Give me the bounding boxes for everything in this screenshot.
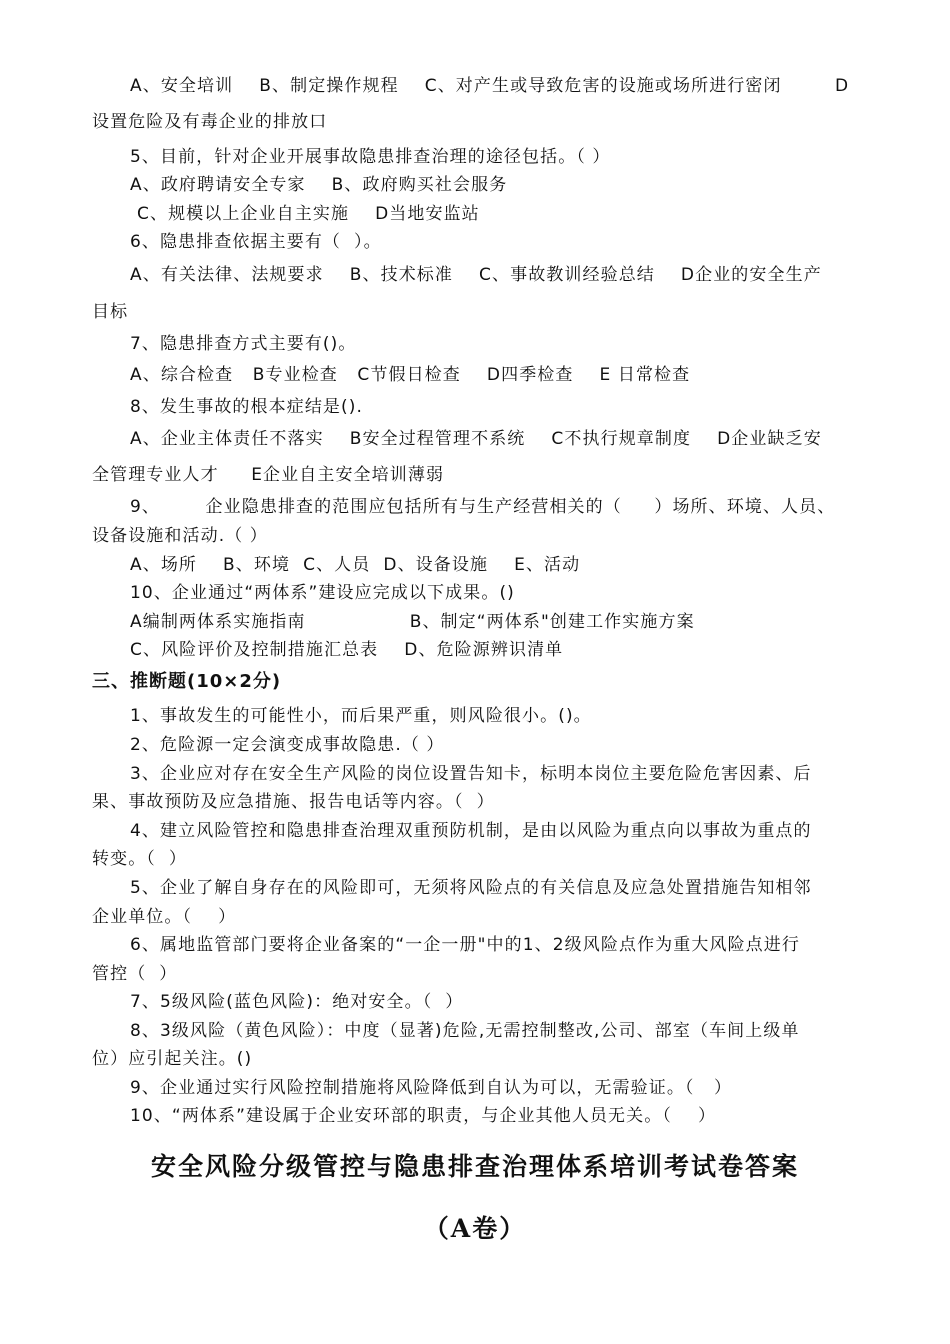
tf-item: 4、建立风险管控和隐患排查治理双重预防机制，是由以风险为重点向以事故为重点的: [130, 821, 812, 841]
question-8: 8、发生事故的根本症结是().: [130, 397, 363, 417]
tf-item: 1、事故发生的可能性小，而后果严重，则风险很小。()。: [130, 706, 592, 726]
q4-option-d-label: D: [835, 76, 850, 96]
tf-item: 8、3级风险（黄色风险）：中度（显著)危险,无需控制整改,公司、部室（车间上级单: [130, 1021, 800, 1041]
question-10: 10、企业通过“两体系”建设应完成以下成果。(): [130, 583, 515, 603]
tf-item: 2、危险源一定会演变成事故隐患.（ ）: [130, 735, 445, 755]
tf-item: 企业单位。（ ）: [92, 907, 237, 927]
q8-options-line2: 全管理专业人才 E企业自主安全培训薄弱: [92, 465, 445, 485]
question-9-line1: 9、 企业隐患排查的范围应包括所有与生产经营相关的（ ）场所、环境、人员、: [130, 497, 836, 517]
tf-item: 3、企业应对存在安全生产风险的岗位设置告知卡，标明本岗位主要危险危害因素、后: [130, 764, 812, 784]
question-6: 6、隐患排查依据主要有（ ）。: [130, 232, 382, 252]
q6-options-line1: A、有关法律、法规要求 B、技术标准 C、事故教训经验总结 D企业的安全生产: [130, 265, 822, 285]
tf-item: 位）应引起关注。(): [92, 1049, 253, 1069]
q5-options-line1: A、政府聘请安全专家 B、政府购买社会服务: [130, 175, 508, 195]
tf-item: 6、属地监管部门要将企业备案的“一企一册"中的1、2级风险点作为重大风险点进行: [130, 935, 800, 955]
tf-item: 10、“两体系”建设属于企业安环部的职责，与企业其他人员无关。（ ）: [130, 1106, 717, 1126]
tf-item: 转变。（ ）: [92, 849, 188, 869]
answer-title: 安全风险分级管控与隐患排查治理体系培训考试卷答案: [150, 1152, 799, 1181]
q6-options-line2: 目标: [92, 302, 129, 322]
question-7: 7、隐患排查方式主要有()。: [130, 334, 357, 354]
q10-options-line2: C、风险评价及控制措施汇总表 D、危险源辨识清单: [130, 640, 564, 660]
q7-options: A、综合检查 B专业检查 C节假日检查 D四季检查 E 日常检查: [130, 365, 691, 385]
tf-item: 果、事故预防及应急措施、报告电话等内容。（ ）: [92, 792, 495, 812]
tf-item: 管控（ ）: [92, 964, 178, 984]
question-9-line2: 设备设施和活动.（ ）: [92, 526, 268, 546]
section-3-heading: 三、推断题(10×2分): [92, 671, 282, 692]
answer-volume: （A卷）: [423, 1214, 527, 1243]
q5-options-line2: C、规模以上企业自主实施 D当地安监站: [137, 204, 480, 224]
q4-options-line1: A、安全培训 B、制定操作规程 C、对产生或导致危害的设施或场所进行密闭: [130, 76, 782, 96]
q4-options-line2: 设置危险及有毒企业的排放口: [92, 112, 328, 132]
tf-item: 9、企业通过实行风险控制措施将风险降低到自认为可以，无需验证。（ ）: [130, 1078, 733, 1098]
q8-options-line1: A、企业主体责任不落实 B安全过程管理不系统 C不执行规章制度 D企业缺乏安: [130, 429, 822, 449]
question-5: 5、目前，针对企业开展事故隐患排查治理的途径包括。（ ）: [130, 147, 611, 167]
q9-options: A、场所 B、环境 C、人员 D、设备设施 E、活动: [130, 555, 581, 575]
q10-options-line1: A编制两体系实施指南 B、制定“两体系"创建工作实施方案: [130, 612, 695, 632]
tf-item: 7、5级风险(蓝色风险)：绝对安全。（ ）: [130, 992, 464, 1012]
tf-item: 5、企业了解自身存在的风险即可，无须将风险点的有关信息及应急处置措施告知相邻: [130, 878, 812, 898]
